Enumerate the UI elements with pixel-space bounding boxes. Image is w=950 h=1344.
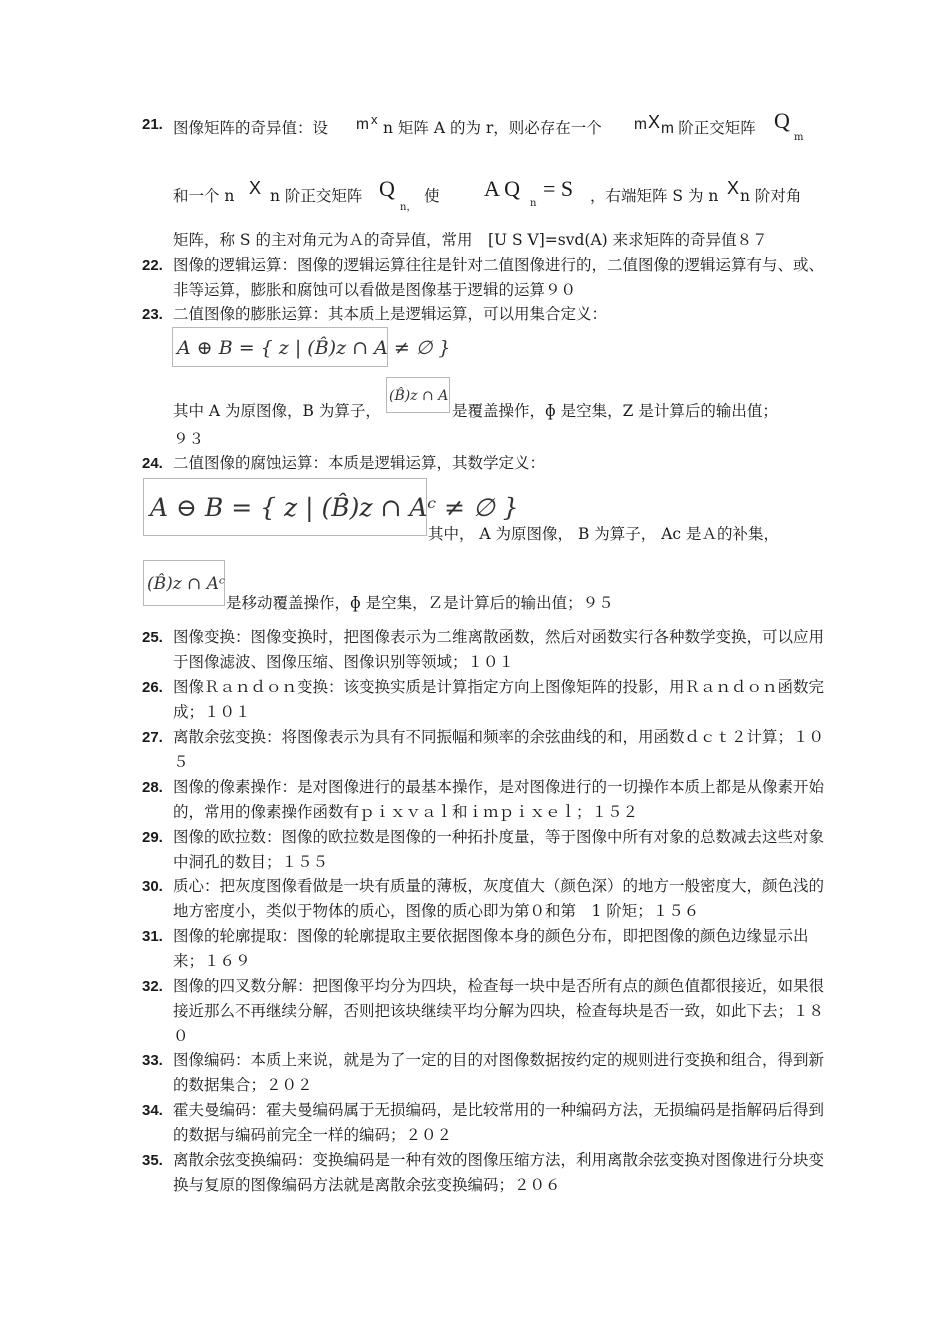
item-23-page-ref: ９３ xyxy=(173,430,205,448)
item-21-X: X xyxy=(648,112,661,132)
item-31-number: 31. xyxy=(142,928,163,945)
list-item-31 xyxy=(142,924,832,974)
list-item-30 xyxy=(142,874,832,924)
list-item-34 xyxy=(142,1098,832,1148)
item-35-text: 离散余弦变换编码：变换编码是一种有效的图像压缩方法，利用离散余弦变换对图像进行分块变换与复原的图像编码方法就是离散余弦变换编码；２０６ xyxy=(173,1151,825,1194)
dilation-formula-image: A ⊕ B = { z | (B̂)z ∩ A ≠ ∅ } xyxy=(172,327,388,367)
item-21-line2-c: n 阶正交矩阵 xyxy=(270,187,363,205)
item-28-text: 图像的像素操作：是对图像进行的最基本操作，是对图像进行的一切操作本质上都是从像素开始的，常用的像素操作函数有ｐｉｘｖａｌ和ｉｍｐｉｘｅｌ；１５２ xyxy=(173,778,825,821)
item-24-text: 二值图像的腐蚀运算：本质是逻辑运算，其数学定义： xyxy=(173,454,546,472)
item-34-text: 霍夫曼编码：霍夫曼编码属于无损编码，是比较常用的一种编码方法，无损编码是指解码后得到的数据与编码前完全一样的编码；２０２ xyxy=(173,1101,825,1144)
item-31-text: 图像的轮廓提取：图像的轮廓提取主要依据图像本身的颜色分布，即把图像的颜色边缘显示出来；１６９ xyxy=(173,927,809,970)
item-24-after-a: 其中， A 为原图像， B 为算子， Ac 是Ａ的补集， xyxy=(428,525,780,543)
item-21-line1-end: m 阶正交矩阵 xyxy=(661,120,756,137)
item-30-text: 质心：把灰度图像看做是一块有质量的薄板，灰度值大（颜色深）的地方一般密度大，颜色浅的地方密度小，类似于物体的质心，图像的质心即为第０和第 1 阶矩；１５６ xyxy=(173,877,825,920)
item-33-text: 图像编码：本质上来说，就是为了一定的目的对图像数据按约定的规则进行变换和组合，得到新的数据集合；２０２ xyxy=(173,1051,825,1094)
item-21-line2-l: n 阶对角 xyxy=(740,187,802,205)
cover-operation-formula-image: (B̂)z ∩ A xyxy=(386,377,450,413)
item-28-number: 28. xyxy=(142,779,163,796)
list-item-32 xyxy=(142,974,832,1049)
erosion-formula-image: A ⊖ B = { z | (B̂)z ∩ Aᶜ ≠ ∅ } xyxy=(143,478,427,536)
item-21-x: x xyxy=(371,112,378,127)
list-item-28 xyxy=(142,775,832,825)
item-33-number: 33. xyxy=(142,1052,163,1069)
list-item-25 xyxy=(142,625,832,675)
item-34-number: 34. xyxy=(142,1102,163,1119)
item-23-number: 23. xyxy=(142,306,163,323)
item-24-after-b: 是移动覆盖操作，ɸ 是空集，Ｚ是计算后的输出值；９５ xyxy=(226,594,614,612)
item-21-m2: m xyxy=(634,116,647,133)
item-26-text: 图像Ｒａｎｄｏｎ变换：该变换实质是计算指定方向上图像矩阵的投影，用Ｒａｎｄｏｎ函数完成；１０１ xyxy=(173,678,825,721)
item-24-number: 24. xyxy=(142,455,163,472)
item-21-line1-text: 图像矩阵的奇异值：设 xyxy=(173,119,329,137)
item-21-line2-Q: Q xyxy=(379,176,395,201)
item-21-line2-Q-sub: n， xyxy=(400,202,417,213)
item-21-line1-mid: n 矩阵 A 的为 r，则必存在一个 xyxy=(383,119,602,137)
item-26-number: 26. xyxy=(142,679,163,696)
item-21-AQ: A Q xyxy=(484,176,521,201)
item-30-number: 30. xyxy=(142,878,163,895)
list-item-29 xyxy=(142,825,832,875)
list-item-27 xyxy=(142,725,832,775)
item-27-text: 离散余弦变换：将图像表示为具有不同振幅和频率的余弦曲线的和，用函数ｄｃｔ２计算；１０５ xyxy=(173,728,825,771)
item-23-after-b: 是覆盖操作，ɸ 是空集，Z 是计算后的输出值； xyxy=(452,402,778,420)
list-item-33 xyxy=(142,1048,832,1098)
item-21-number: 21. xyxy=(142,116,163,133)
item-21-line2-a: 和一个 n xyxy=(173,187,235,205)
item-21-AQ-sub: n xyxy=(530,198,537,209)
list-item-26 xyxy=(142,675,832,725)
item-21-line2-X2: X xyxy=(727,178,740,198)
item-21-line3: 矩阵，称 S 的主对角元为Ａ的奇异值，常用 [U S V]=svd(A) 来求矩阵的奇异值８７ xyxy=(173,231,768,249)
item-21-m: m xyxy=(356,116,369,133)
item-29-number: 29. xyxy=(142,829,163,846)
item-21-line2-X: X xyxy=(249,178,262,198)
item-23-text: 二值图像的膨胀运算：其本质上是逻辑运算，可以用集合定义： xyxy=(173,305,608,323)
item-29-text: 图像的欧拉数：图像的欧拉数是图像的一种拓扑度量，等于图像中所有对象的总数减去这些对象中洞孔的数目；１５５ xyxy=(173,828,825,871)
item-21-Q: Q xyxy=(774,108,790,133)
list-item-24 xyxy=(142,451,832,476)
move-cover-formula-image: (B̂)z ∩ Aᶜ xyxy=(143,560,225,606)
item-27-number: 27. xyxy=(142,729,163,746)
item-35-number: 35. xyxy=(142,1152,163,1169)
item-25-number: 25. xyxy=(142,629,163,646)
item-22-number: 22. xyxy=(142,257,163,274)
item-32-number: 32. xyxy=(142,978,163,995)
item-21-Q-sub: m xyxy=(794,132,804,143)
list-item-35 xyxy=(142,1148,832,1198)
item-22-text: 图像的逻辑运算：图像的逻辑运算往往是针对二值图像进行的，二值图像的逻辑运算有与、或、非等运算，膨胀和腐蚀可以看做是图像基于逻辑的运算９０ xyxy=(173,256,825,299)
item-23-after-a: 其中 A 为原图像，B 为算子， xyxy=(173,402,381,420)
item-25-text: 图像变换：图像变换时，把图像表示为二维离散函数，然后对函数实行各种数学变换，可以应用于图像滤波、图像压缩、图像识别等领域；１０１ xyxy=(173,628,825,671)
list-item-22 xyxy=(142,253,832,303)
list-item-23 xyxy=(142,302,832,327)
item-21-equals-S: = S xyxy=(543,176,574,201)
item-21-line2-j: ，右端矩阵 S 为 n xyxy=(590,187,719,205)
item-21-line2-shi: 使 xyxy=(424,187,440,205)
item-32-text: 图像的四叉数分解：把图像平均分为四块，检查每一块中是否所有点的颜色值都很接近，如果很接近那么不再继续分解，否则把该块继续平均分解为四块，检查每块是否一致，如此下去；１８０ xyxy=(173,977,825,1045)
